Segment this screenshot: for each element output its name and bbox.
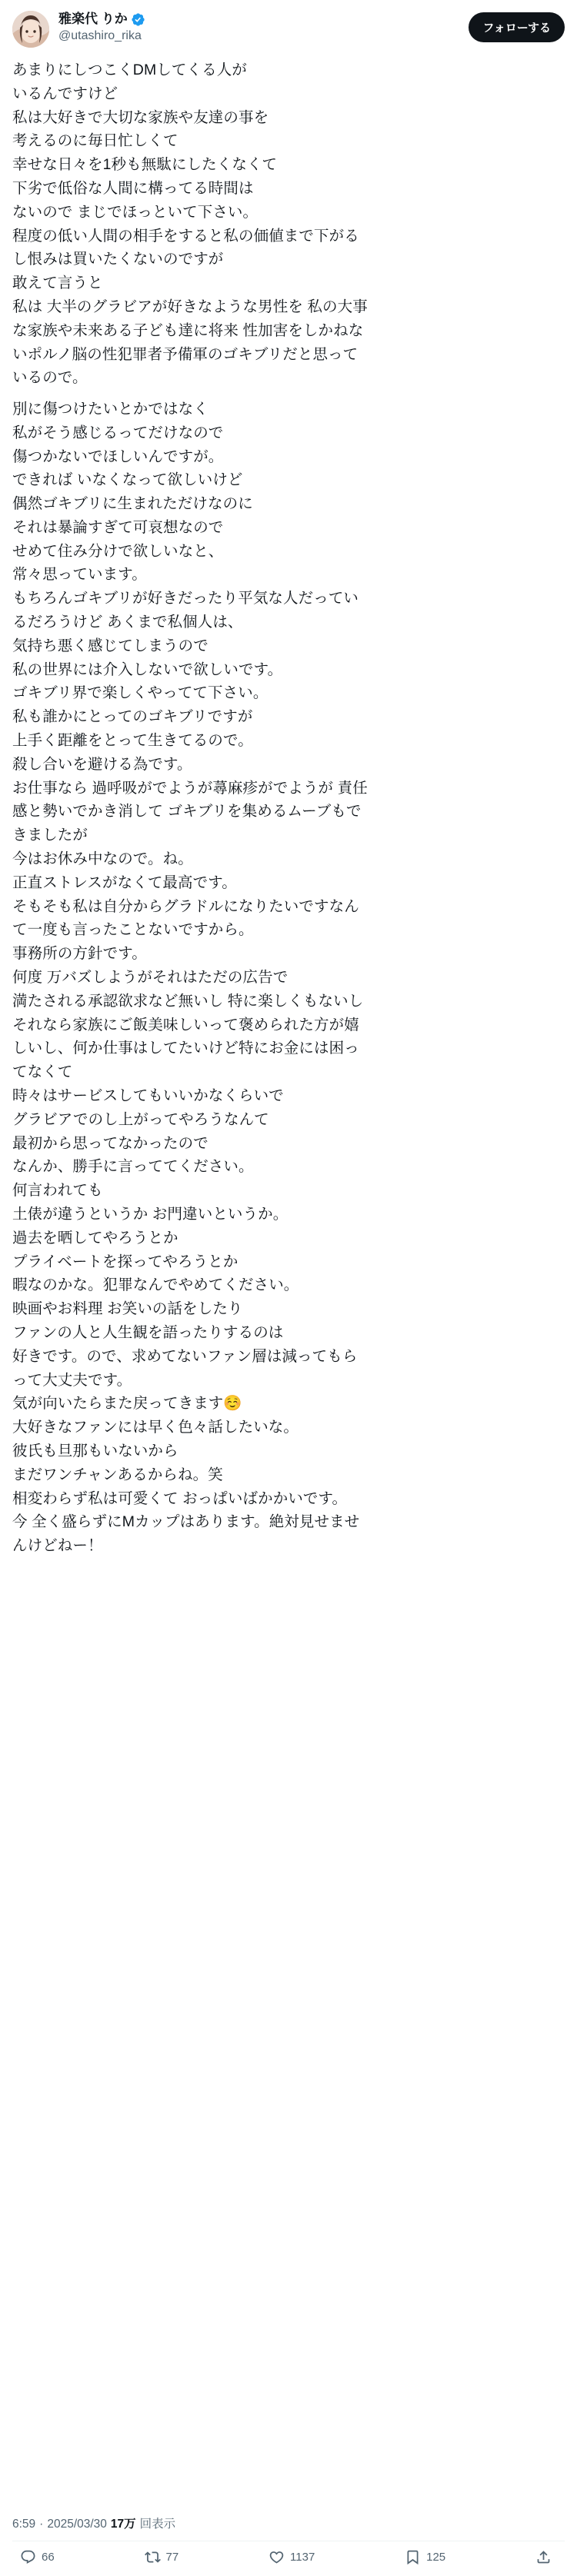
tweet-line: なんか、勝手に言っててください。 xyxy=(12,1158,254,1176)
tweet-line: て一度も言ったことないですから。 xyxy=(12,921,254,939)
tweet-line-blank xyxy=(12,390,565,398)
tweet-line: 事務所の方針です。 xyxy=(12,945,147,963)
tweet-line: 気が向いたらまた戻ってきます☺️ xyxy=(12,1395,242,1413)
bookmark-button[interactable] xyxy=(405,2549,445,2565)
tweet-line: 常々思っています。 xyxy=(12,566,147,584)
bookmark-count: 125 xyxy=(426,2551,446,2564)
tweet-line: ファンの人と人生観を語ったりするのは xyxy=(12,1323,284,1341)
tweet-line: 最初から思ってなかったので xyxy=(12,1134,208,1152)
views-label[interactable]: 回表示 xyxy=(139,2518,176,2531)
tweet-line: 今はお休み中なので。ね。 xyxy=(12,850,193,868)
tweet-line: 私も誰かにとってのゴキブリですが xyxy=(12,708,253,726)
tweet-line: しいし、何か仕事はしてたいけど特にお金には困っ xyxy=(12,1040,359,1057)
tweet-line: できれば いなくなって欲しいけど xyxy=(12,471,243,489)
tweet-line: 好きです。ので、求めてないファン層は減ってもら xyxy=(12,1347,358,1365)
tweet-line: 正直ストレスがなくて最高です。 xyxy=(12,874,237,891)
share-icon xyxy=(535,2549,552,2565)
bookmark-icon xyxy=(405,2549,421,2565)
tweet-line: それなら家族にご飯美味しいって褒められた方が嬉 xyxy=(12,1016,359,1033)
tweet-line: ゴキブリ界で楽しくやってて下さい。 xyxy=(12,684,268,702)
tweet-line: 下劣で低俗な人間に構ってる時間は xyxy=(12,179,254,197)
tweet-line: プライベートを探ってやろうとか xyxy=(12,1253,238,1270)
tweet-line: 暇なのかな。犯罪なんでやめてください。 xyxy=(12,1276,299,1294)
tweet-line: 上手く距離をとって生きてるので。 xyxy=(12,732,253,750)
tweet-line: 偶然ゴキブリに生まれただけなのに xyxy=(12,495,253,513)
share-button[interactable] xyxy=(535,2549,557,2565)
like-count: 1137 xyxy=(290,2551,315,2564)
tweet-line: それは暴論すぎて可哀想なので xyxy=(12,518,224,536)
tweet-date: 2025/03/30 xyxy=(47,2518,107,2531)
tweet-line: な家族や未来ある子ども達に将来 性加害をしかねな xyxy=(12,321,364,339)
tweet-line: せめて住み分けで欲しいなと、 xyxy=(12,542,224,560)
retweet-button[interactable] xyxy=(145,2549,179,2565)
tweet-line: ないので まじでほっといて下さい。 xyxy=(12,203,258,221)
heart-icon xyxy=(268,2549,285,2565)
reply-icon xyxy=(20,2549,36,2565)
views-count: 17万 xyxy=(110,2518,136,2531)
display-name: 雅楽代 りか xyxy=(58,12,128,26)
tweet-body xyxy=(0,52,577,2504)
tweet-line: 敢えて言うと xyxy=(12,275,103,292)
tweet-line: あまりにしつこくDMしてくる人が xyxy=(12,62,247,78)
tweet-line: お仕事なら 過呼吸がでようが蕁麻疹がでようが 責任 xyxy=(12,779,368,797)
tweet-line: 何度 万バズしようがそれはただの広告で xyxy=(12,969,288,987)
tweet-line: 殺し合いを避ける為です。 xyxy=(12,755,192,773)
tweet-line: んけどねー！ xyxy=(12,1537,103,1555)
tweet-line: 気持ち悪く感じてしまうので xyxy=(12,637,208,654)
tweet-line: まだワンチャンあるからね。笑 xyxy=(12,1466,223,1483)
tweet-line: るだろうけど あくまで私個人は、 xyxy=(12,614,243,631)
tweet-line: 幸せな日々を1秒も無駄にしたくなくて xyxy=(12,156,278,174)
tweet-line: 傷つかないでほしいんですが。 xyxy=(12,448,224,465)
tweet-time: 6:59 xyxy=(12,2518,36,2531)
tweet-line: 過去を晒してやろうとか xyxy=(12,1229,178,1246)
tweet-line: 今 全く盛らずにMカップはあります。絶対見せませ xyxy=(12,1513,360,1531)
tweet-line: てなくて xyxy=(12,1063,73,1081)
follow-button[interactable]: フォローする xyxy=(469,12,565,42)
tweet-line: 私がそう感じるってだけなので xyxy=(12,424,224,441)
like-button[interactable] xyxy=(268,2549,315,2565)
tweet-line: 別に傷つけたいとかではなく xyxy=(12,400,208,418)
verified-badge-icon xyxy=(131,12,145,27)
tweet-line: いポルノ脳の性犯罪者予備軍のゴキブリだと思って xyxy=(12,345,359,363)
tweet-line: 何言われても xyxy=(12,1182,103,1200)
account-handle[interactable]: @utashiro_rika xyxy=(58,29,142,43)
tweet-line: 私は 大半のグラビアが好きなような男性を 私の大事 xyxy=(12,298,368,315)
tweet-line: し恨みは買いたくないのですが xyxy=(12,251,224,268)
reply-button[interactable] xyxy=(20,2549,55,2565)
retweet-count: 77 xyxy=(165,2551,179,2564)
tweet-line: 映画やお料理 お笑いの話をしたり xyxy=(12,1300,243,1318)
tweet-line: 感と勢いでかき消して ゴキブリを集めるムーブもで xyxy=(12,803,362,820)
tweet-line: いるんですけど xyxy=(12,85,118,102)
tweet-line: 程度の低い人間の相手をすると私の価値まで下がる xyxy=(12,227,359,245)
tweet-line: グラビアでのし上がってやろうなんて xyxy=(12,1110,269,1128)
tweet-line: 相変わらず私は可愛くて おっぱいばかかいです。 xyxy=(12,1489,348,1507)
tweet-line: 彼氏も旦那もいないから xyxy=(12,1442,178,1459)
retweet-icon xyxy=(145,2549,161,2565)
tweet-line: って大丈夫です。 xyxy=(12,1371,132,1389)
tweet-line: きましたが xyxy=(12,827,88,844)
tweet-line: いるので。 xyxy=(12,369,88,387)
tweet-meta xyxy=(0,2504,577,2541)
display-name-row[interactable] xyxy=(58,12,469,27)
avatar[interactable] xyxy=(12,11,49,48)
tweet-header xyxy=(0,0,577,52)
meta-dot: · xyxy=(39,2518,44,2531)
action-bar xyxy=(0,2541,577,2576)
tweet-line: 時々はサービスしてもいいかなくらいで xyxy=(12,1087,284,1105)
tweet-line: 私は大好きで大切な家族や友達の事を xyxy=(12,108,269,126)
reply-count: 66 xyxy=(42,2551,55,2564)
account-name-block xyxy=(58,11,469,44)
tweet-line: 考えるのに毎日忙しくて xyxy=(12,132,178,150)
tweet-line: 満たされる承認欲求など無いし 特に楽しくもないし xyxy=(12,992,364,1010)
tweet-line: 大好きなファンには早く色々話したいな。 xyxy=(12,1419,299,1436)
tweet-line: 土俵が違うというか お門違いというか。 xyxy=(12,1206,288,1223)
tweet-line: 私の世界には介入しないで欲しいです。 xyxy=(12,661,283,678)
tweet-line: そもそも私は自分からグラドルになりたいですなん xyxy=(12,897,359,915)
tweet-line: もちろんゴキブリが好きだったり平気な人だってい xyxy=(12,590,359,607)
